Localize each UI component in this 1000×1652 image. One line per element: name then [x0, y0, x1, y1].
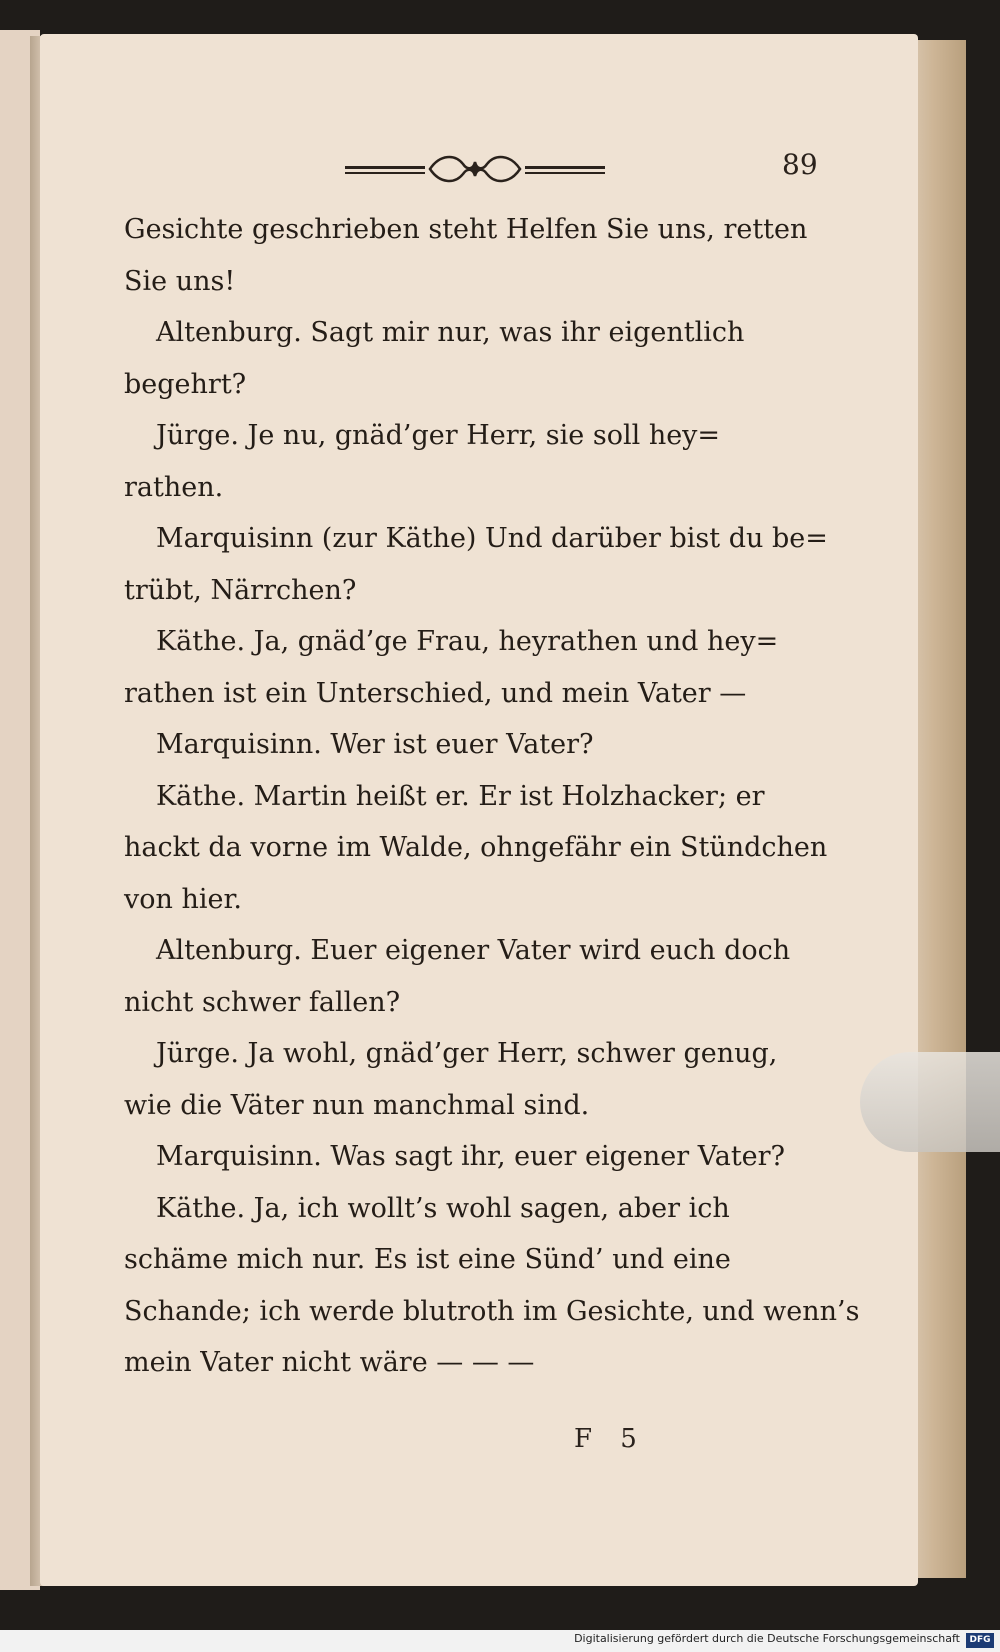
body-text: [124, 204, 860, 1389]
text-line: Altenburg. Sagt mir nur, was ihr eigentlich: [156, 317, 745, 348]
text-line: Marquisinn. Wer ist euer Vater?: [156, 729, 594, 760]
text-line: Jürge. Ja wohl, gnäd’ger Herr, schwer genug,: [156, 1038, 778, 1069]
text-line: begehrt?: [124, 368, 247, 400]
text-line: mein Vater nicht wäre — — —: [124, 1347, 535, 1378]
signature-mark: F 5: [574, 1424, 647, 1454]
page-number: 89: [782, 148, 818, 181]
text-line: trübt, Närrchen?: [124, 574, 357, 606]
text-line: schäme mich nur. Es ist eine Sünd’ und eine: [124, 1244, 731, 1275]
text-line: Marquisinn. Was sagt ihr, euer eigener Vater?: [156, 1141, 786, 1172]
text-line: hackt da vorne im Walde, ohngefähr ein Stündchen: [124, 832, 828, 863]
page-stack-edge: [912, 40, 966, 1578]
text-line: nicht schwer fallen?: [124, 986, 401, 1018]
dfg-logo-icon: DFG: [966, 1633, 994, 1648]
text-line: Gesichte geschrieben steht Helfen Sie uns, retten: [124, 214, 808, 245]
ornament-rule-icon: [345, 150, 605, 186]
text-line: wie die Väter nun manchmal sind.: [124, 1089, 590, 1121]
text-line: Jürge. Je nu, gnäd’ger Herr, sie soll hey=: [156, 420, 721, 451]
text-line: Käthe. Ja, ich wollt’s wohl sagen, aber ich: [156, 1192, 730, 1224]
text-line: Schande; ich werde blutroth im Gesichte, und wenn’s: [124, 1295, 860, 1327]
text-line: Sie uns!: [124, 265, 236, 297]
text-line: rathen.: [124, 471, 224, 503]
text-line: Käthe. Martin heißt er. Er ist Holzhacker; er: [156, 780, 765, 812]
page-header: [40, 140, 918, 196]
text-line: Marquisinn (zur Käthe) Und darüber bist du be=: [156, 523, 828, 554]
footer-bar: [0, 1630, 1000, 1652]
text-line: Käthe. Ja, gnäd’ge Frau, heyrathen und hey=: [156, 626, 779, 657]
footer-credit: Digitalisierung gefördert durch die Deutsche Forschungsgemeinschaft: [574, 1632, 960, 1645]
text-line: von hier.: [124, 883, 243, 915]
text-line: Altenburg. Euer eigener Vater wird euch doch: [156, 935, 791, 966]
text-line: rathen ist ein Unterschied, und mein Vater —: [124, 677, 747, 709]
scan-clip-marker: [860, 1052, 1000, 1152]
